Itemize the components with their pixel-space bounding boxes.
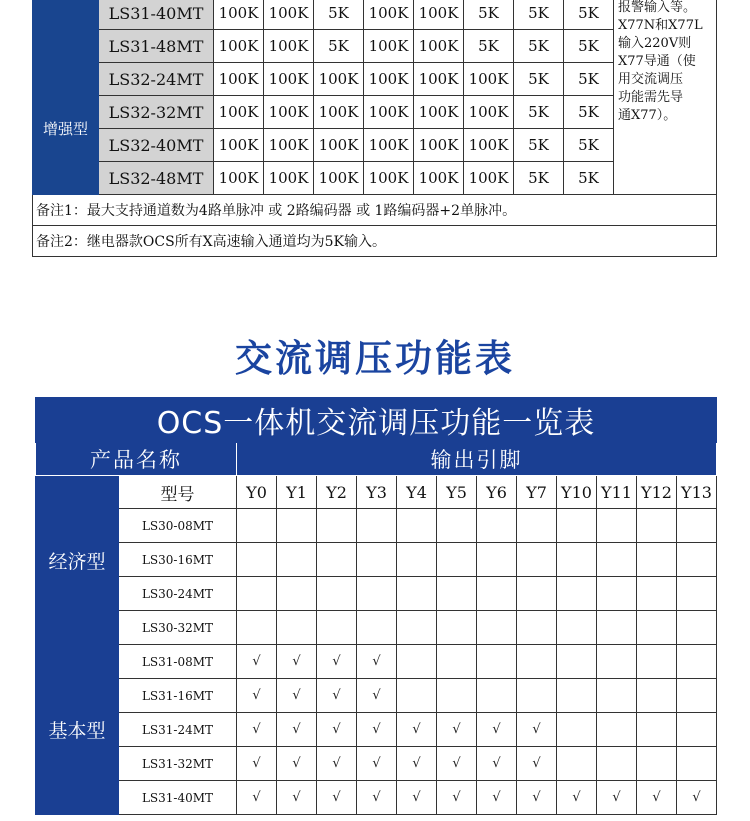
empty-cell	[597, 611, 637, 645]
model-header: 型号	[119, 476, 237, 509]
check-mark-icon: √	[437, 781, 477, 815]
speed-value-cell: 5K	[514, 96, 564, 129]
empty-cell	[397, 611, 437, 645]
empty-cell	[557, 577, 597, 611]
speed-value-cell: 5K	[564, 63, 614, 96]
speed-value-cell: 5K	[564, 96, 614, 129]
check-mark-icon: √	[357, 679, 397, 713]
speed-value-cell: 100K	[414, 96, 464, 129]
check-mark-icon: √	[437, 747, 477, 781]
speed-value-cell: 100K	[364, 63, 414, 96]
speed-value-cell: 5K	[514, 63, 564, 96]
speed-value-cell: 100K	[364, 96, 414, 129]
empty-cell	[557, 679, 597, 713]
check-mark-icon: √	[277, 679, 317, 713]
speed-value-cell: 5K	[314, 0, 364, 30]
empty-cell	[597, 747, 637, 781]
empty-cell	[357, 611, 397, 645]
pin-header: Y0	[237, 476, 277, 509]
side-note-line: 输入220V则	[618, 36, 692, 51]
empty-cell	[397, 679, 437, 713]
check-mark-icon: √	[357, 747, 397, 781]
empty-cell	[237, 509, 277, 543]
model-cell: LS30-32MT	[119, 611, 237, 645]
empty-cell	[357, 509, 397, 543]
empty-cell	[677, 645, 717, 679]
empty-cell	[477, 679, 517, 713]
check-mark-icon: √	[237, 679, 277, 713]
pin-header: Y12	[637, 476, 677, 509]
speed-value-cell: 5K	[464, 0, 514, 30]
check-mark-icon: √	[437, 713, 477, 747]
model-cell: LS30-24MT	[119, 577, 237, 611]
empty-cell	[437, 645, 477, 679]
speed-value-cell: 100K	[264, 63, 314, 96]
speed-value-cell: 100K	[364, 30, 414, 63]
empty-cell	[677, 679, 717, 713]
speed-value-cell: 100K	[364, 129, 414, 162]
empty-cell	[677, 713, 717, 747]
model-cell: LS31-32MT	[119, 747, 237, 781]
check-mark-icon: √	[317, 645, 357, 679]
check-mark-icon: √	[317, 713, 357, 747]
empty-cell	[557, 509, 597, 543]
empty-cell	[677, 747, 717, 781]
model-cell: LS32-32MT	[99, 96, 214, 129]
ac-row	[36, 747, 717, 781]
speed-value-cell: 100K	[264, 96, 314, 129]
ac-row	[36, 679, 717, 713]
speed-value-cell: 100K	[364, 162, 414, 195]
speed-table	[32, 0, 717, 257]
ac-title-row	[36, 398, 717, 443]
empty-cell	[437, 611, 477, 645]
check-mark-icon: √	[357, 713, 397, 747]
side-note-line: 通X77）。	[618, 108, 677, 123]
empty-cell	[437, 543, 477, 577]
speed-value-cell: 5K	[514, 129, 564, 162]
speed-value-cell: 5K	[564, 30, 614, 63]
empty-cell	[677, 611, 717, 645]
speed-value-cell: 100K	[214, 30, 264, 63]
check-mark-icon: √	[317, 781, 357, 815]
ac-header-row	[36, 443, 717, 476]
empty-cell	[317, 577, 357, 611]
check-mark-icon: √	[357, 645, 397, 679]
enhanced-group-label: 增强型	[33, 63, 99, 195]
speed-value-cell: 100K	[414, 0, 464, 30]
speed-value-cell: 100K	[314, 162, 364, 195]
pin-header: Y6	[477, 476, 517, 509]
model-cell: LS31-40MT	[99, 0, 214, 30]
note1-text: 备注1：最大支持通道数为4路单脉冲 或 2路编码器 或 1路编码器+2单脉冲。	[33, 195, 717, 226]
speed-value-cell: 100K	[464, 129, 514, 162]
speed-value-cell: 5K	[514, 0, 564, 30]
empty-cell	[517, 509, 557, 543]
empty-cell	[397, 577, 437, 611]
empty-cell	[637, 645, 677, 679]
model-cell: LS30-16MT	[119, 543, 237, 577]
empty-cell	[437, 679, 477, 713]
empty-cell	[357, 577, 397, 611]
basic-group-cell	[33, 0, 99, 63]
speed-value-cell: 100K	[464, 162, 514, 195]
empty-cell	[397, 509, 437, 543]
side-note-line: 报警输入等。	[618, 0, 697, 15]
empty-cell	[517, 543, 557, 577]
pin-header: Y5	[437, 476, 477, 509]
empty-cell	[237, 543, 277, 577]
check-mark-icon: √	[237, 781, 277, 815]
product-name-header: 产品名称	[36, 443, 237, 476]
side-note	[614, 0, 717, 195]
speed-value-cell: 100K	[214, 63, 264, 96]
side-note-line: X77N和X77L	[618, 18, 703, 33]
check-mark-icon: √	[517, 781, 557, 815]
model-cell: LS31-24MT	[119, 713, 237, 747]
empty-cell	[277, 543, 317, 577]
side-note-line: 功能需先导	[618, 90, 684, 105]
pin-header: Y2	[317, 476, 357, 509]
empty-cell	[677, 509, 717, 543]
model-cell: LS31-48MT	[99, 30, 214, 63]
ac-row	[36, 577, 717, 611]
empty-cell	[477, 509, 517, 543]
empty-cell	[637, 747, 677, 781]
speed-value-cell: 100K	[314, 129, 364, 162]
speed-value-cell: 100K	[214, 0, 264, 30]
check-mark-icon: √	[357, 781, 397, 815]
speed-value-cell: 100K	[464, 96, 514, 129]
speed-value-cell: 100K	[264, 30, 314, 63]
empty-cell	[557, 645, 597, 679]
empty-cell	[677, 577, 717, 611]
check-mark-icon: √	[317, 747, 357, 781]
empty-cell	[597, 679, 637, 713]
empty-cell	[237, 577, 277, 611]
empty-cell	[397, 645, 437, 679]
empty-cell	[477, 645, 517, 679]
ac-row	[36, 509, 717, 543]
check-mark-icon: √	[277, 645, 317, 679]
group-label: 经济型	[36, 476, 119, 645]
speed-value-cell: 5K	[514, 162, 564, 195]
speed-value-cell: 5K	[564, 162, 614, 195]
speed-row	[33, 0, 717, 30]
empty-cell	[277, 509, 317, 543]
empty-cell	[557, 713, 597, 747]
output-pin-header: 输出引脚	[237, 443, 717, 476]
speed-value-cell: 100K	[464, 63, 514, 96]
speed-value-cell: 100K	[264, 0, 314, 30]
speed-value-cell: 5K	[314, 30, 364, 63]
model-cell: LS32-40MT	[99, 129, 214, 162]
empty-cell	[517, 577, 557, 611]
empty-cell	[477, 611, 517, 645]
check-mark-icon: √	[557, 781, 597, 815]
ac-row	[36, 781, 717, 815]
pin-header: Y13	[677, 476, 717, 509]
empty-cell	[437, 509, 477, 543]
pin-header: Y11	[597, 476, 637, 509]
side-note-line: 用交流调压	[618, 72, 684, 87]
empty-cell	[557, 543, 597, 577]
empty-cell	[637, 611, 677, 645]
empty-cell	[477, 543, 517, 577]
model-cell: LS32-24MT	[99, 63, 214, 96]
speed-value-cell: 100K	[264, 162, 314, 195]
ac-row	[36, 713, 717, 747]
ac-row	[36, 611, 717, 645]
empty-cell	[637, 679, 677, 713]
empty-cell	[477, 577, 517, 611]
section-title: 交流调压功能表	[235, 337, 515, 380]
check-mark-icon: √	[397, 781, 437, 815]
ac-row	[36, 476, 717, 509]
check-mark-icon: √	[637, 781, 677, 815]
ac-function-table	[35, 397, 717, 815]
note-row	[33, 226, 717, 257]
check-mark-icon: √	[277, 781, 317, 815]
empty-cell	[517, 645, 557, 679]
empty-cell	[597, 509, 637, 543]
speed-value-cell: 100K	[414, 63, 464, 96]
empty-cell	[317, 509, 357, 543]
speed-value-cell: 5K	[514, 30, 564, 63]
ac-row	[36, 645, 717, 679]
pin-header: Y3	[357, 476, 397, 509]
pin-header: Y7	[517, 476, 557, 509]
empty-cell	[517, 679, 557, 713]
speed-value-cell: 5K	[564, 0, 614, 30]
check-mark-icon: √	[277, 713, 317, 747]
speed-value-cell: 5K	[564, 129, 614, 162]
model-cell: LS31-40MT	[119, 781, 237, 815]
ac-table-title: OCS一体机交流调压功能一览表	[36, 398, 717, 443]
empty-cell	[597, 645, 637, 679]
empty-cell	[317, 611, 357, 645]
check-mark-icon: √	[597, 781, 637, 815]
empty-cell	[637, 713, 677, 747]
check-mark-icon: √	[477, 781, 517, 815]
empty-cell	[637, 577, 677, 611]
empty-cell	[437, 577, 477, 611]
empty-cell	[557, 747, 597, 781]
pin-header: Y10	[557, 476, 597, 509]
speed-value-cell: 100K	[364, 0, 414, 30]
check-mark-icon: √	[317, 679, 357, 713]
ac-row	[36, 543, 717, 577]
empty-cell	[397, 543, 437, 577]
speed-value-cell: 100K	[314, 96, 364, 129]
empty-cell	[277, 577, 317, 611]
note-row	[33, 195, 717, 226]
pin-header: Y4	[397, 476, 437, 509]
speed-value-cell: 100K	[264, 129, 314, 162]
speed-value-cell: 100K	[214, 162, 264, 195]
check-mark-icon: √	[397, 747, 437, 781]
check-mark-icon: √	[277, 747, 317, 781]
empty-cell	[597, 577, 637, 611]
empty-cell	[637, 543, 677, 577]
model-cell: LS31-16MT	[119, 679, 237, 713]
check-mark-icon: √	[397, 713, 437, 747]
note2-text: 备注2：继电器款OCS所有X高速输入通道均为5K输入。	[33, 226, 717, 257]
check-mark-icon: √	[477, 713, 517, 747]
group-label: 基本型	[36, 645, 119, 815]
empty-cell	[317, 543, 357, 577]
empty-cell	[637, 509, 677, 543]
empty-cell	[517, 611, 557, 645]
empty-cell	[357, 543, 397, 577]
check-mark-icon: √	[237, 645, 277, 679]
empty-cell	[597, 713, 637, 747]
speed-value-cell: 100K	[414, 30, 464, 63]
empty-cell	[557, 611, 597, 645]
check-mark-icon: √	[477, 747, 517, 781]
speed-value-cell: 100K	[414, 129, 464, 162]
speed-value-cell: 5K	[464, 30, 514, 63]
model-cell: LS31-08MT	[119, 645, 237, 679]
speed-value-cell: 100K	[414, 162, 464, 195]
speed-value-cell: 100K	[214, 129, 264, 162]
speed-value-cell: 100K	[314, 63, 364, 96]
check-mark-icon: √	[237, 747, 277, 781]
empty-cell	[277, 611, 317, 645]
check-mark-icon: √	[237, 713, 277, 747]
check-mark-icon: √	[517, 713, 557, 747]
empty-cell	[597, 543, 637, 577]
check-mark-icon: √	[677, 781, 717, 815]
empty-cell	[677, 543, 717, 577]
model-cell: LS30-08MT	[119, 509, 237, 543]
model-cell: LS32-48MT	[99, 162, 214, 195]
side-note-line: X77导通（使	[618, 54, 696, 69]
check-mark-icon: √	[517, 747, 557, 781]
speed-value-cell: 100K	[214, 96, 264, 129]
empty-cell	[237, 611, 277, 645]
pin-header: Y1	[277, 476, 317, 509]
